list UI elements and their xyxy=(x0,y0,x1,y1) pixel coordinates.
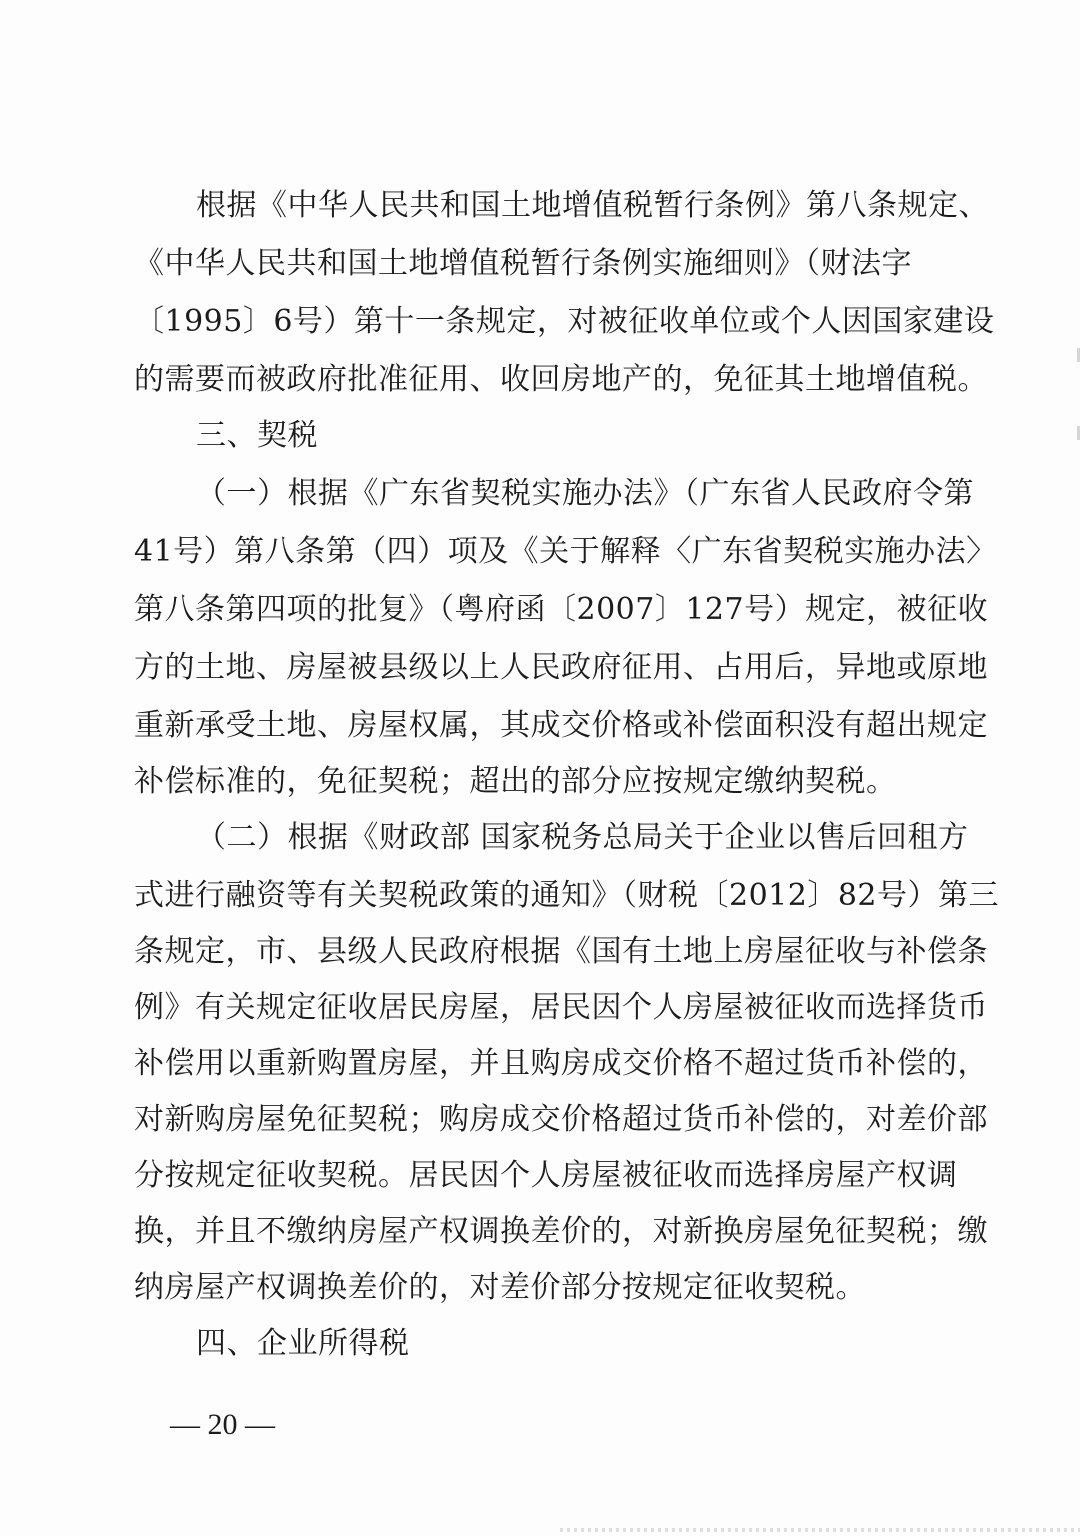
text-line-1: 根据《中华人民共和国土地增值税暂行条例》第八条规定、 xyxy=(196,188,989,223)
text-line-12: （二）根据《财政部 国家税务总局关于企业以售后回租方 xyxy=(196,820,969,855)
text-line-15: 例》有关规定征收居民房屋，居民因个人房屋被征收而选择货币 xyxy=(134,990,988,1025)
text-line-16: 补偿用以重新购置房屋，并且购房成交价格不超过货币补偿的， xyxy=(134,1046,988,1081)
text-line-11: 补偿标准的，免征契税；超出的部分应按规定缴纳契税。 xyxy=(134,764,897,799)
text-line-17: 对新购房屋免征契税；购房成交价格超过货币补偿的，对差价部 xyxy=(134,1102,988,1137)
text-line-4: 的需要而被政府批准征用、收回房地产的，免征其土地增值税。 xyxy=(134,362,988,397)
text-line-19: 换，并且不缴纳房屋产权调换差价的，对新换房屋免征契税；缴 xyxy=(134,1214,988,1249)
text-line-7: 41号）第八条第（四）项及《关于解释〈广东省契税实施办法〉 xyxy=(134,534,997,569)
text-line-20: 纳房屋产权调换差价的，对差价部分按规定征收契税。 xyxy=(134,1270,866,1305)
text-line-14: 条规定，市、县级人民政府根据《国有土地上房屋征收与补偿条 xyxy=(134,934,988,969)
text-line-2: 《中华人民共和国土地增值税暂行条例实施细则》（财法字 xyxy=(134,246,912,281)
text-line-9: 方的土地、房屋被县级以上人民政府征用、占用后，异地或原地 xyxy=(134,650,988,685)
text-line-10: 重新承受土地、房屋权属，其成交价格或补偿面积没有超出规定 xyxy=(134,708,988,743)
page-number: — 20 — xyxy=(170,1408,275,1441)
section-heading-3: 三、契税 xyxy=(196,418,318,453)
text-line-8: 第八条第四项的批复》（粤府函〔2007〕127号）规定，被征收 xyxy=(134,592,989,627)
scan-bottom-band xyxy=(560,1528,1080,1532)
text-line-18: 分按规定征收契税。居民因个人房屋被征收而选择房屋产权调 xyxy=(134,1158,958,1193)
section-heading-4: 四、企业所得税 xyxy=(196,1326,410,1361)
text-line-13: 式进行融资等有关契税政策的通知》（财税〔2012〕82号）第三 xyxy=(134,878,1000,913)
text-line-3: 〔1995〕6号）第十一条规定，对被征收单位或个人因国家建设 xyxy=(134,304,995,339)
text-line-6: （一）根据《广东省契税实施办法》（广东省人民政府令第 xyxy=(196,476,974,511)
